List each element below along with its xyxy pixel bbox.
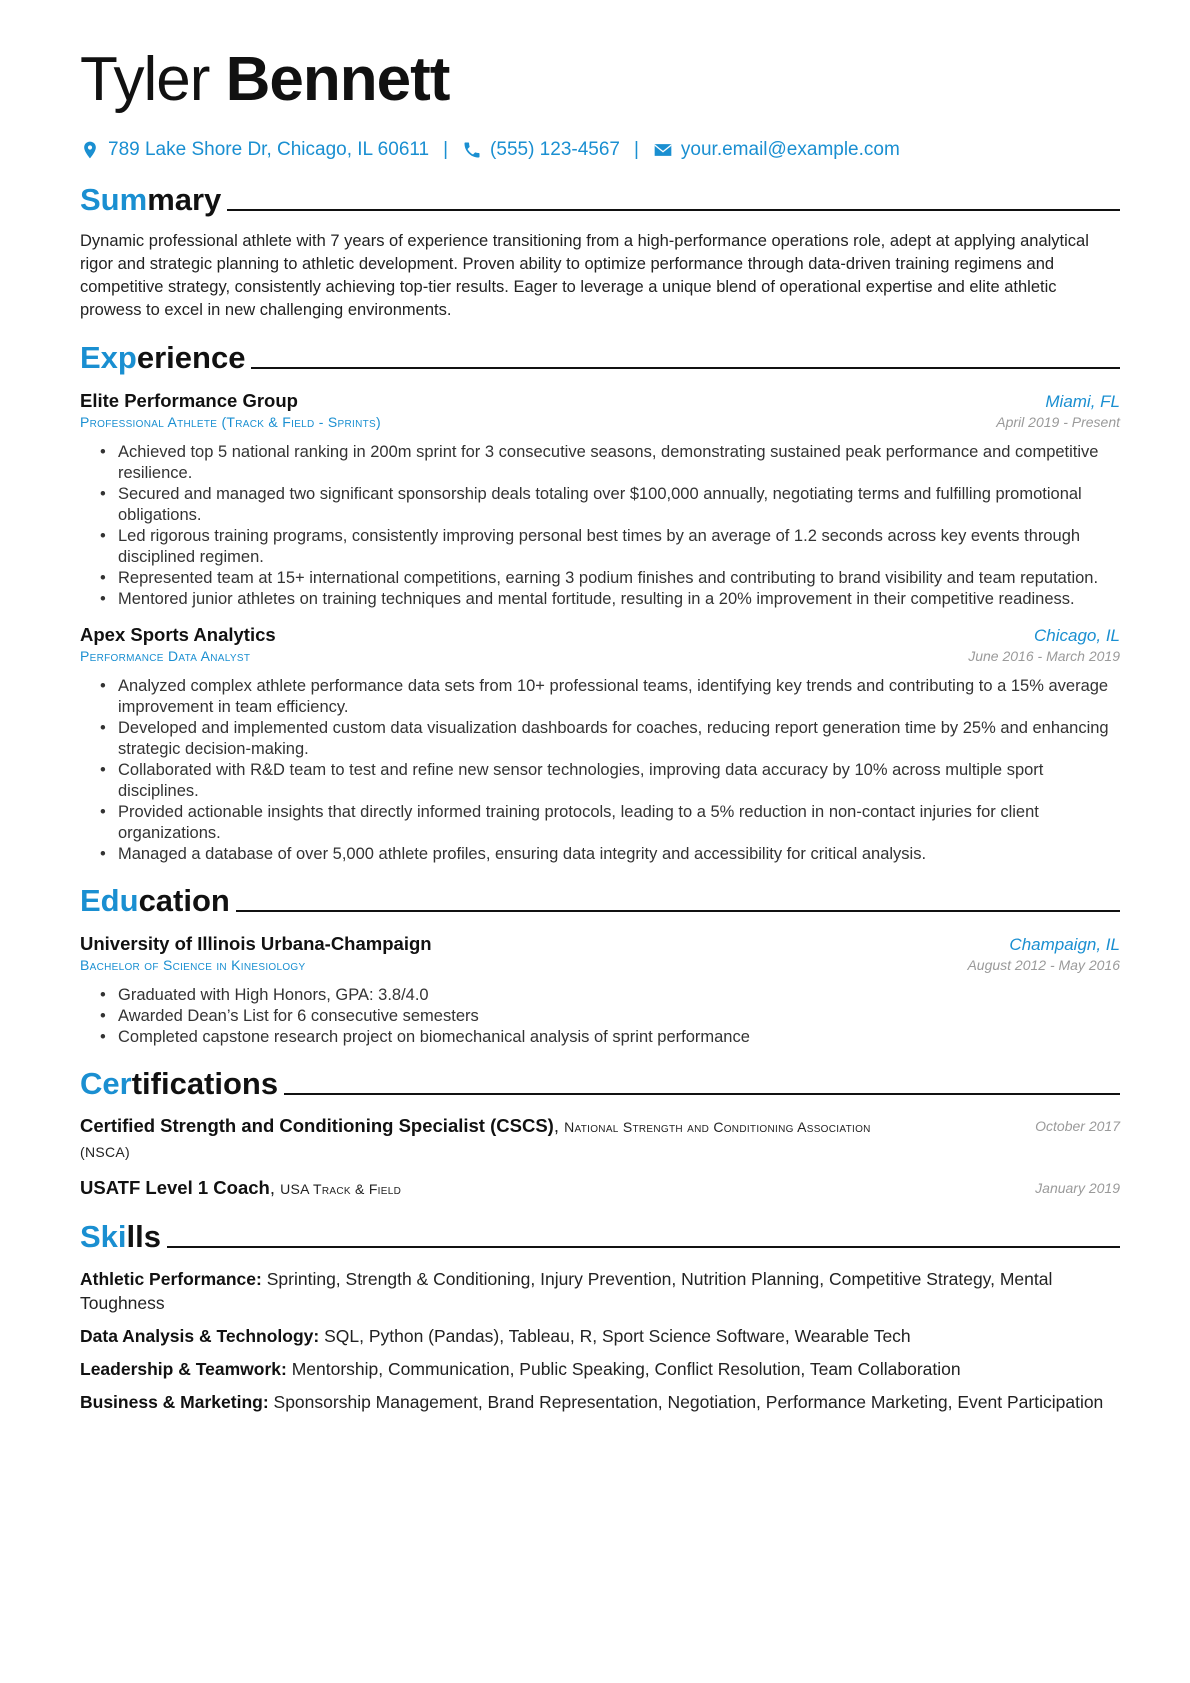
contact-phone[interactable] <box>462 139 620 161</box>
contact-line <box>80 136 1120 164</box>
bullet-item: • Achieved top 5 national ranking in 200m sprint for 3 consecutive seasons, demonstrating sustained peak performance and competitive resilience. <box>100 442 1120 484</box>
bullet-item: • Provided actionable insights that directly informed training protocols, leading to a 5% reduction in non-contact injuries for client organizations. <box>100 802 1120 844</box>
envelope-icon <box>653 140 673 160</box>
certification-name: Certified Strength and Conditioning Specialist (CSCS) <box>80 1115 554 1136</box>
certifications-heading <box>80 1062 1120 1102</box>
address-text: 789 Lake Shore Dr, Chicago, IL 60611 <box>108 139 430 160</box>
certification-date: January 2019 <box>1035 1180 1120 1196</box>
skill-category: Athletic Performance: <box>80 1269 262 1289</box>
skill-items: Sponsorship Management, Brand Representation, Negotiation, Performance Marketing, Event Participation <box>273 1392 1104 1412</box>
summary-heading <box>80 178 1120 218</box>
entry-organization: University of Illinois Urbana-Champaign <box>80 933 432 954</box>
skills-list <box>80 1267 1120 1414</box>
contact-email[interactable] <box>653 139 900 161</box>
education-entry <box>80 933 1120 1048</box>
bullet-item: • Analyzed complex athlete performance data sets from 10+ professional teams, identifying key trends and contributing to a 15% average improvement in team efficiency. <box>100 676 1120 718</box>
section-rule <box>284 1093 1120 1095</box>
entry-degree: Bachelor of Science in Kinesiology <box>80 957 306 973</box>
candidate-name <box>80 40 1120 120</box>
bullet-list <box>100 442 1120 610</box>
section-rule <box>236 910 1120 912</box>
entry-organization: Elite Performance Group <box>80 390 298 411</box>
skill-items: Mentorship, Communication, Public Speaking, Conflict Resolution, Team Collaboration <box>291 1359 961 1379</box>
bullet-item: • Secured and managed two significant sponsorship deals totaling over $100,000 annually, negotiating terms and fulfilling promotional obligations. <box>100 484 1120 526</box>
entry-dates: June 2016 - March 2019 <box>968 648 1120 664</box>
section-title: Skills <box>80 1219 161 1254</box>
bullet-item: • Managed a database of over 5,000 athlete profiles, ensuring data integrity and accessibility for critical analysis. <box>100 844 1120 865</box>
contact-separator: | <box>633 139 639 160</box>
certification-date: October 2017 <box>1035 1118 1120 1134</box>
skill-category: Leadership & Teamwork: <box>80 1359 287 1379</box>
skill-category: Data Analysis & Technology: <box>80 1326 320 1346</box>
entry-organization: Apex Sports Analytics <box>80 624 276 645</box>
email-link[interactable]: your.email@example.com <box>680 139 900 160</box>
section-title: Certifications <box>80 1066 279 1101</box>
section-title: Experience <box>80 340 246 375</box>
bullet-item: • Mentored junior athletes on training techniques and mental fortitude, resulting in a 20% improvement in their competitive readiness. <box>100 589 1120 610</box>
bullet-item: • Completed capstone research project on biomechanical analysis of sprint performance <box>100 1027 1120 1048</box>
resume-page <box>80 40 1120 1423</box>
entry-dates: April 2019 - Present <box>996 414 1120 430</box>
experience-heading <box>80 336 1120 376</box>
bullet-item: • Awarded Dean’s List for 6 consecutive semesters <box>100 1006 1120 1027</box>
skill-items: SQL, Python (Pandas), Tableau, R, Sport Science Software, Wearable Tech <box>324 1326 911 1346</box>
section-title: Summary <box>80 182 222 217</box>
skill-items: Sprinting, Strength & Conditioning, Injury Prevention, Nutrition Planning, Competitive Strategy, Mental Toughness <box>80 1269 1053 1313</box>
section-rule <box>167 1246 1120 1248</box>
skill-row <box>80 1390 1120 1414</box>
phone-icon <box>462 140 482 160</box>
bullet-item: • Graduated with High Honors, GPA: 3.8/4.0 <box>100 985 1120 1006</box>
experience-entry <box>80 624 1120 865</box>
last-name: Bennett <box>225 45 450 114</box>
skill-row <box>80 1357 1120 1381</box>
first-name: Tyler <box>80 45 210 114</box>
section-rule <box>227 209 1120 211</box>
certification-name: USATF Level 1 Coach <box>80 1177 270 1198</box>
experience-entry <box>80 390 1120 610</box>
certification-item: USATF Level 1 Coach, USA Track & Field January 2019 <box>80 1176 1120 1201</box>
entry-location: Champaign, IL <box>1009 935 1120 954</box>
skills-heading <box>80 1215 1120 1255</box>
skill-row <box>80 1324 1120 1348</box>
bullet-list <box>100 985 1120 1048</box>
contact-separator: | <box>443 139 449 160</box>
bullet-item: • Led rigorous training programs, consistently improving personal best times by an average of 1.2 seconds across key events through disciplined regimen. <box>100 526 1120 568</box>
contact-address <box>80 139 429 161</box>
skill-row <box>80 1267 1120 1315</box>
bullet-item: • Developed and implemented custom data visualization dashboards for coaches, reducing report generation time by 25% and enhancing strategic decision-making. <box>100 718 1120 760</box>
entry-role: Professional Athlete (Track & Field - Sprints) <box>80 414 381 430</box>
entry-location: Miami, FL <box>1045 392 1120 411</box>
certification-item: Certified Strength and Conditioning Specialist (CSCS), National Strength and Conditioning Association (NSCA) October 2017 <box>80 1114 1120 1164</box>
summary-text: Dynamic professional athlete with 7 years of experience transitioning from a high-performance operations role, adept at applying analytical rigor and strategic planning to athletic development. Proven ability to optimize performance through data-driven training regimens and competitive strategy, consistently achieving top-tier results. Eager to leverage a unique blend of operational expertise and elite athletic prowess to excel in new challenging environments. <box>80 232 1089 319</box>
map-pin-icon <box>80 140 100 160</box>
education-heading <box>80 879 1120 919</box>
section-rule <box>251 367 1120 369</box>
phone-text: (555) 123-4567 <box>490 139 620 160</box>
bullet-item: • Collaborated with R&D team to test and refine new sensor technologies, improving data accuracy by 10% across multiple sport disciplines. <box>100 760 1120 802</box>
entry-role: Performance Data Analyst <box>80 648 251 664</box>
certification-issuer: USA Track & Field <box>280 1181 402 1197</box>
bullet-item: • Represented team at 15+ international competitions, earning 3 podium finishes and contributing to brand visibility and team reputation. <box>100 568 1120 589</box>
bullet-list <box>100 676 1120 865</box>
skill-category: Business & Marketing: <box>80 1392 269 1412</box>
section-title: Education <box>80 883 230 918</box>
entry-location: Chicago, IL <box>1034 626 1120 645</box>
certification-issuer: National Strength and Conditioning Association (NSCA) <box>80 1119 871 1160</box>
entry-dates: August 2012 - May 2016 <box>967 957 1120 973</box>
